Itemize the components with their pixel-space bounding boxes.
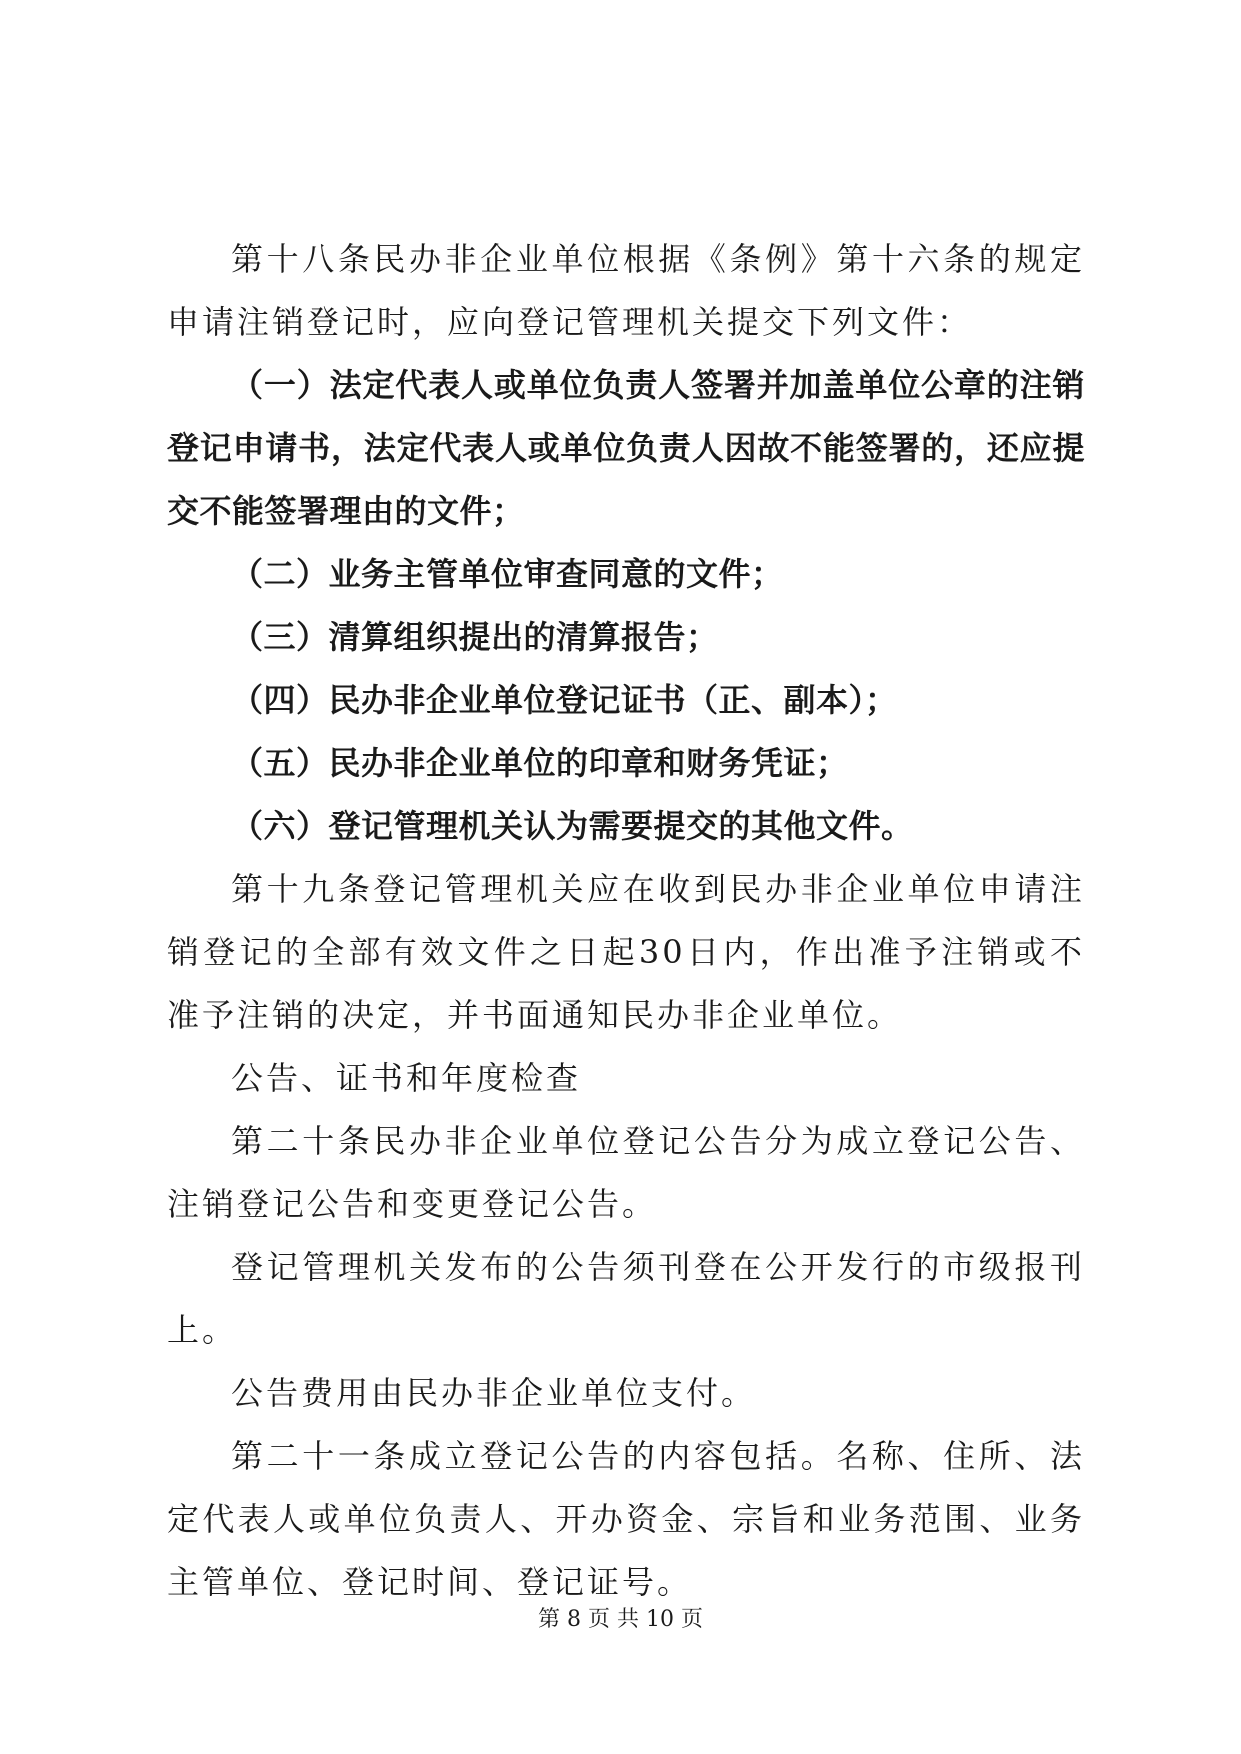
list-item-6: （六）登记管理机关认为需要提交的其他文件。 [231, 807, 914, 845]
list-item-3: （三）清算组织提出的清算报告； [231, 618, 719, 656]
paragraph-fee: 公告费用由民办非企业单位支付。 [231, 1374, 757, 1412]
list-item-1: （一）法定代表人或单位负责人签署并加盖单位公章的注销登记申请书，法定代表人或单位负责人因故不能签署的，还应提交不能签署理由的文件； [167, 366, 1085, 530]
page-number: 第 8 页 共 10 页 [538, 1607, 703, 1632]
section-heading: 公告、证书和年度检查 [231, 1059, 582, 1097]
list-item-5: （五）民办非企业单位的印章和财务凭证； [231, 744, 849, 782]
list-item-2: （二）业务主管单位审查同意的文件； [231, 555, 784, 593]
paragraph-article-18: 第十八条民办非企业单位根据《条例》第十六条的规定申请注销登记时，应向登记管理机关提交下列文件： [167, 240, 1085, 341]
paragraph-article-21: 第二十一条成立登记公告的内容包括。名称、住所、法定代表人或单位负责人、开办资金、宗旨和业务范围、业务主管单位、登记时间、登记证号。 [167, 1437, 1085, 1601]
paragraph-article-19: 第十九条登记管理机关应在收到民办非企业单位申请注销登记的全部有效文件之日起30日内，作出准予注销或不准予注销的决定，并书面通知民办非企业单位。 [167, 870, 1085, 1034]
paragraph-publication: 登记管理机关发布的公告须刊登在公开发行的市级报刊上。 [167, 1248, 1085, 1349]
paragraph-article-20: 第二十条民办非企业单位登记公告分为成立登记公告、注销登记公告和变更登记公告。 [167, 1122, 1085, 1223]
list-item-4: （四）民办非企业单位登记证书（正、副本）； [231, 681, 898, 719]
document-body [167, 228, 1085, 1614]
page-footer [0, 1605, 1241, 1635]
